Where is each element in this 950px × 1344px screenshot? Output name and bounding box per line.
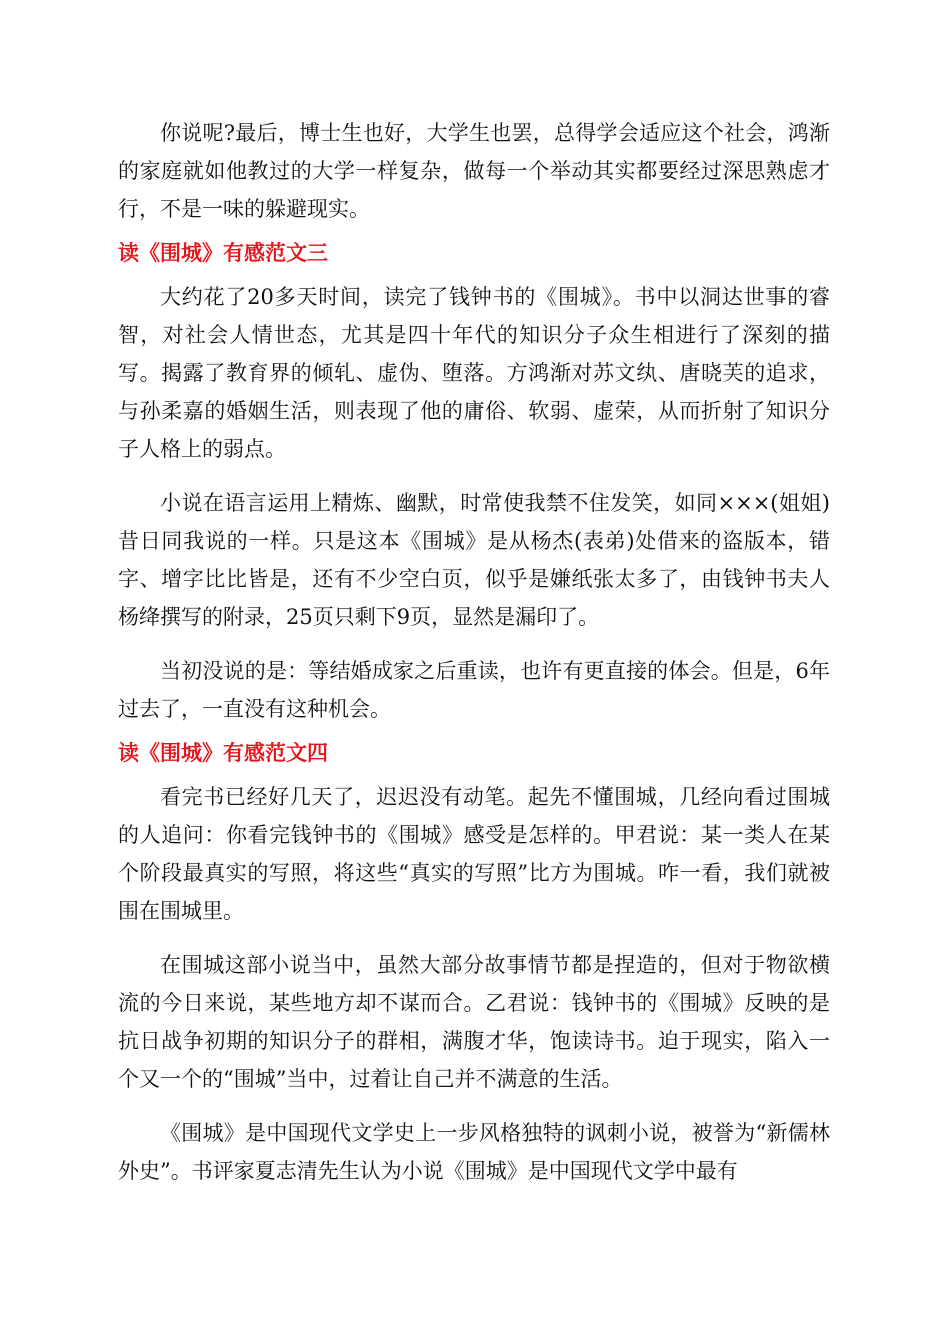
paragraph: 小说在语言运用上精炼、幽默，时常使我禁不住发笑，如同×××(姐姐)昔日同我说的一样。只是这本《围城》是从杨杰(表弟)处借来的盗版本，错字、增字比比皆是，还有不少空白页，似乎是嫌纸张太多了，由钱钟书夫人杨绛撰写的附录，25页只剩下9页，显然是漏印了。 xyxy=(118,491,830,629)
paragraph: 在围城这部小说当中，虽然大部分故事情节都是捏造的，但对于物欲横流的今日来说，某些地方却不谋而合。乙君说：钱钟书的《围城》反映的是抗日战争初期的知识分子的群相，满腹才华，饱读诗书。迫于现实，陷入一个又一个的“围城”当中，过着让自己并不满意的生活。 xyxy=(118,953,830,1091)
paragraph: 当初没说的是：等结婚成家之后重读，也许有更直接的体会。但是，6年过去了，一直没有这种机会。 xyxy=(118,659,830,721)
paragraph: 大约花了20多天时间，读完了钱钟书的《围城》。书中以洞达世事的睿智，对社会人情世态，尤其是四十年代的知识分子众生相进行了深刻的描写。揭露了教育界的倾轧、虚伪、堕落。方鸿渐对苏文纨、唐晓芙的追求，与孙柔嘉的婚姻生活，则表现了他的庸俗、软弱、虚荣，从而折射了知识分子人格上的弱点。 xyxy=(118,285,830,461)
paragraph: 你说呢?最后，博士生也好，大学生也罢，总得学会适应这个社会，鸿渐的家庭就如他教过的大学一样复杂，做每一个举动其实都要经过深思熟虑才行，不是一味的躲避现实。 xyxy=(118,121,830,221)
section-heading-3: 读《围城》有感范文三 xyxy=(118,241,328,265)
paragraph: 《围城》是中国现代文学史上一步风格独特的讽刺小说，被誉为“新儒林外史”。书评家夏志清先生认为小说《围城》是中国现代文学中最有 xyxy=(118,1121,830,1183)
paragraph: 看完书已经好几天了，迟迟没有动笔。起先不懂围城，几经向看过围城的人追问：你看完钱钟书的《围城》感受是怎样的。甲君说：某一类人在某个阶段最真实的写照，将这些“真实的写照”比方为围城。咋一看，我们就被围在围城里。 xyxy=(118,785,830,923)
document-page xyxy=(118,114,830,1190)
section-heading-4: 读《围城》有感范文四 xyxy=(118,741,328,765)
